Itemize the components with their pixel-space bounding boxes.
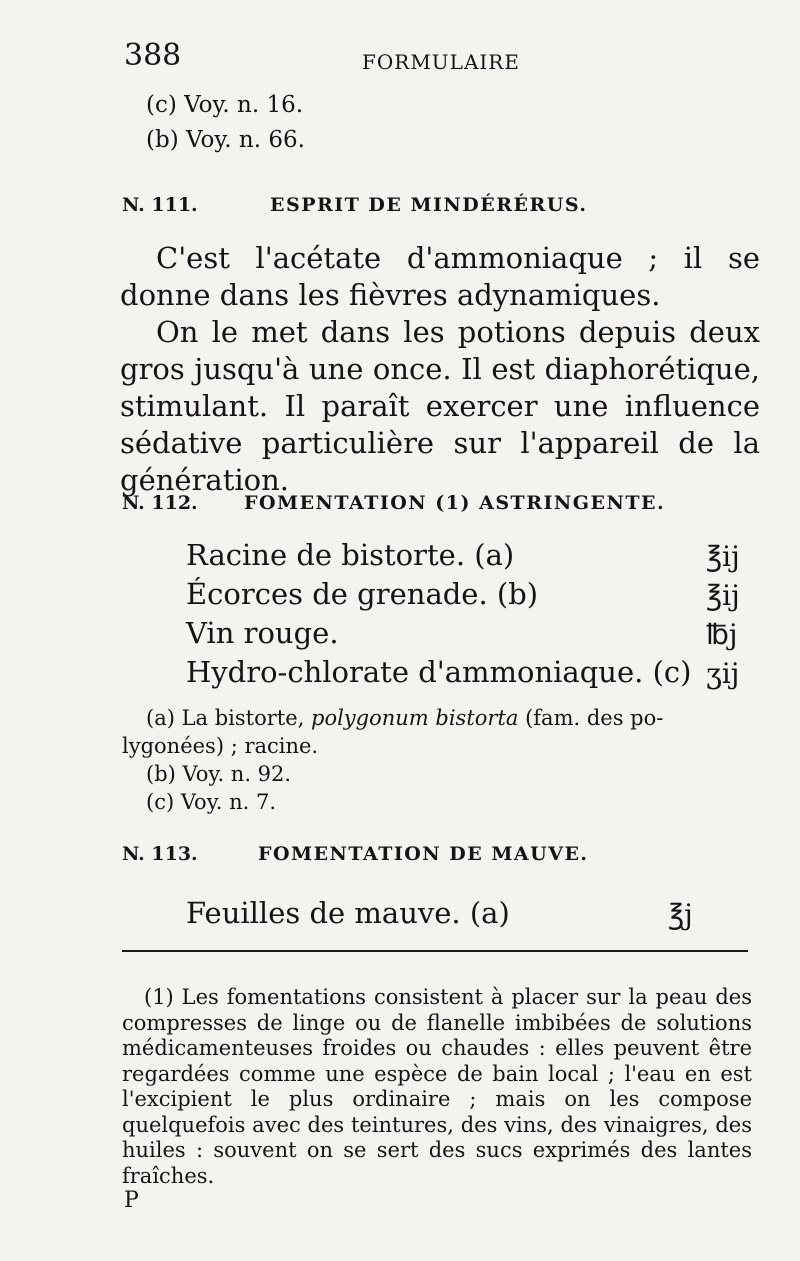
paragraph-111-1: C'est l'acétate d'ammoniaque ; il se donne dans les fièvres adynamiques. [120, 241, 760, 312]
signature-mark: P [124, 1188, 139, 1213]
note-b: (b) Voy. n. 92. [146, 762, 292, 786]
section-title-113: FOMENTATION DE MAUVE. [258, 843, 589, 865]
top-note-c: (c) Voy. n. 16. [146, 92, 304, 118]
ingredient-mauve: Feuilles de mauve. (a) [186, 896, 510, 930]
section-title-111: ESPRIT DE MINDÉRÉRUS. [270, 194, 588, 216]
note-a-line2: lygonées) ; racine. [122, 734, 319, 758]
note-a-suffix: (fam. des po- [518, 706, 664, 730]
note-c: (c) Voy. n. 7. [146, 790, 277, 814]
ingredient-1: Racine de bistorte. (a) [186, 538, 515, 572]
footnote-text: (1) Les fomentations consistent à placer sur la peau des compresses de linge ou de flanelle imbibées de solutions médicamenteuses froides ou chaudes : elles peuvent être regardées comme une espèce de bain local ; l'eau en est l'excipient le plus ordinaire ; mais on les compose quelquefois avec des teintures, des vins, des vinaigres, des huiles : souvent on se sert des sucs exprimés des lantes fraîches. [122, 985, 752, 1188]
ingredient-1-qty: ℥ij [706, 540, 740, 573]
footnote-rule [122, 950, 748, 952]
section-111-body [120, 240, 760, 499]
paragraph-111-2: On le met dans les potions depuis deux gros jusqu'à une once. Il est diaphorétique, stimulant. Il paraît exercer une influence sédative particulière sur l'appareil de la génération. [120, 315, 760, 497]
ingredient-2: Écorces de grenade. (b) [186, 577, 539, 611]
ingredient-4-qty: ʒij [706, 657, 740, 690]
note-a-latin: polygonum bistorta [311, 706, 519, 730]
note-a-prefix: (a) La bistorte, [146, 706, 311, 730]
ingredient-mauve-qty: ℥j [668, 898, 693, 931]
ingredient-3-qty: ℔j [706, 618, 738, 651]
section-title-112: FOMENTATION (1) ASTRINGENTE. [244, 492, 666, 514]
footnote [122, 985, 752, 1189]
section-number-113: N. 113. [122, 843, 198, 865]
top-note-b: (b) Voy. n. 66. [146, 127, 305, 153]
ingredient-3: Vin rouge. [186, 616, 339, 650]
note-a [146, 705, 663, 731]
ingredient-4: Hydro-chlorate d'ammoniaque. (c) [186, 655, 692, 689]
running-head: FORMULAIRE [362, 50, 520, 74]
page-number: 388 [124, 38, 182, 73]
section-number-111: N. 111. [122, 194, 198, 216]
section-number-112: N. 112. [122, 492, 198, 514]
ingredient-2-qty: ℥ij [706, 579, 740, 612]
